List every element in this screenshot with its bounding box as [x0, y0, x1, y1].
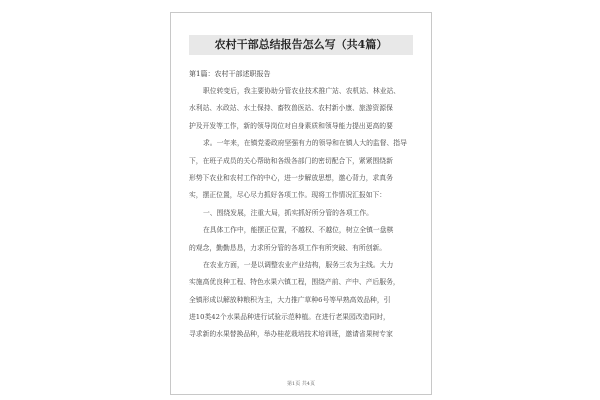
document-page	[170, 12, 432, 395]
body-line: 一、围绕发展，注重大局，抓实抓好所分管的各项工作。	[203, 208, 373, 217]
body-text	[189, 86, 417, 339]
body-line: 在农业方面，一是以调整农业产业结构，服务三农为主线。大力	[203, 260, 394, 269]
body-line: 实，摆正位置，尽心尽力抓好各项工作。现将工作情况汇报如下：	[189, 191, 387, 200]
body-line: 护及开发等工作，新的领导岗位对自身素质和领导能力提出更高的要	[189, 121, 393, 130]
body-line: 实施高优良种工程、特色水果六镇工程，围绕产前、产中、产后服务，	[189, 278, 400, 287]
body-line: 的观念，勤勤恳恳，力求所分管的各项工作有所突破、有所创新。	[189, 243, 387, 252]
body-line: 职位转变后，我主要协助分管农业技术推广站、农机站、林业站、	[203, 87, 401, 95]
section-heading: 第1篇：农村干部述职报告	[189, 70, 271, 78]
body-line: 寻求新的水果替换品种，举办桂花栽培技术培训班，邀请省果树专家	[189, 330, 393, 339]
body-line: 下，在班子成员的关心帮助和各级各部门的密切配合下，紧紧围绕新	[189, 156, 393, 165]
title-band	[189, 35, 413, 55]
page-footer: 第1页 共4页	[287, 381, 315, 387]
body-line: 形势下农业和农村工作的中心，进一步解放思想，邀心背力，求真务	[189, 173, 393, 182]
body-line: 在具体工作中，能摆正位置，不越权、不越位，树立全镇一盘棋	[203, 226, 394, 235]
document-title: 农村干部总结报告怎么写（共4篇）	[214, 38, 388, 51]
document-body	[189, 69, 417, 347]
body-line: 进10类42个水果品种进行试验示范种植。在进行老果园改造同时，	[189, 313, 390, 322]
body-line: 全镇形成以解放种粮积为主，大力推广草种6号等早熟高效品种，引	[189, 295, 391, 304]
body-line: 求。一年来，在镇党委政府坚强有力的领导和在镇人大的监督、指导	[203, 139, 407, 148]
body-line: 水利站、水政站、水土保持、畜牧兽医站、农村新小康、旅游资源保	[189, 104, 393, 113]
